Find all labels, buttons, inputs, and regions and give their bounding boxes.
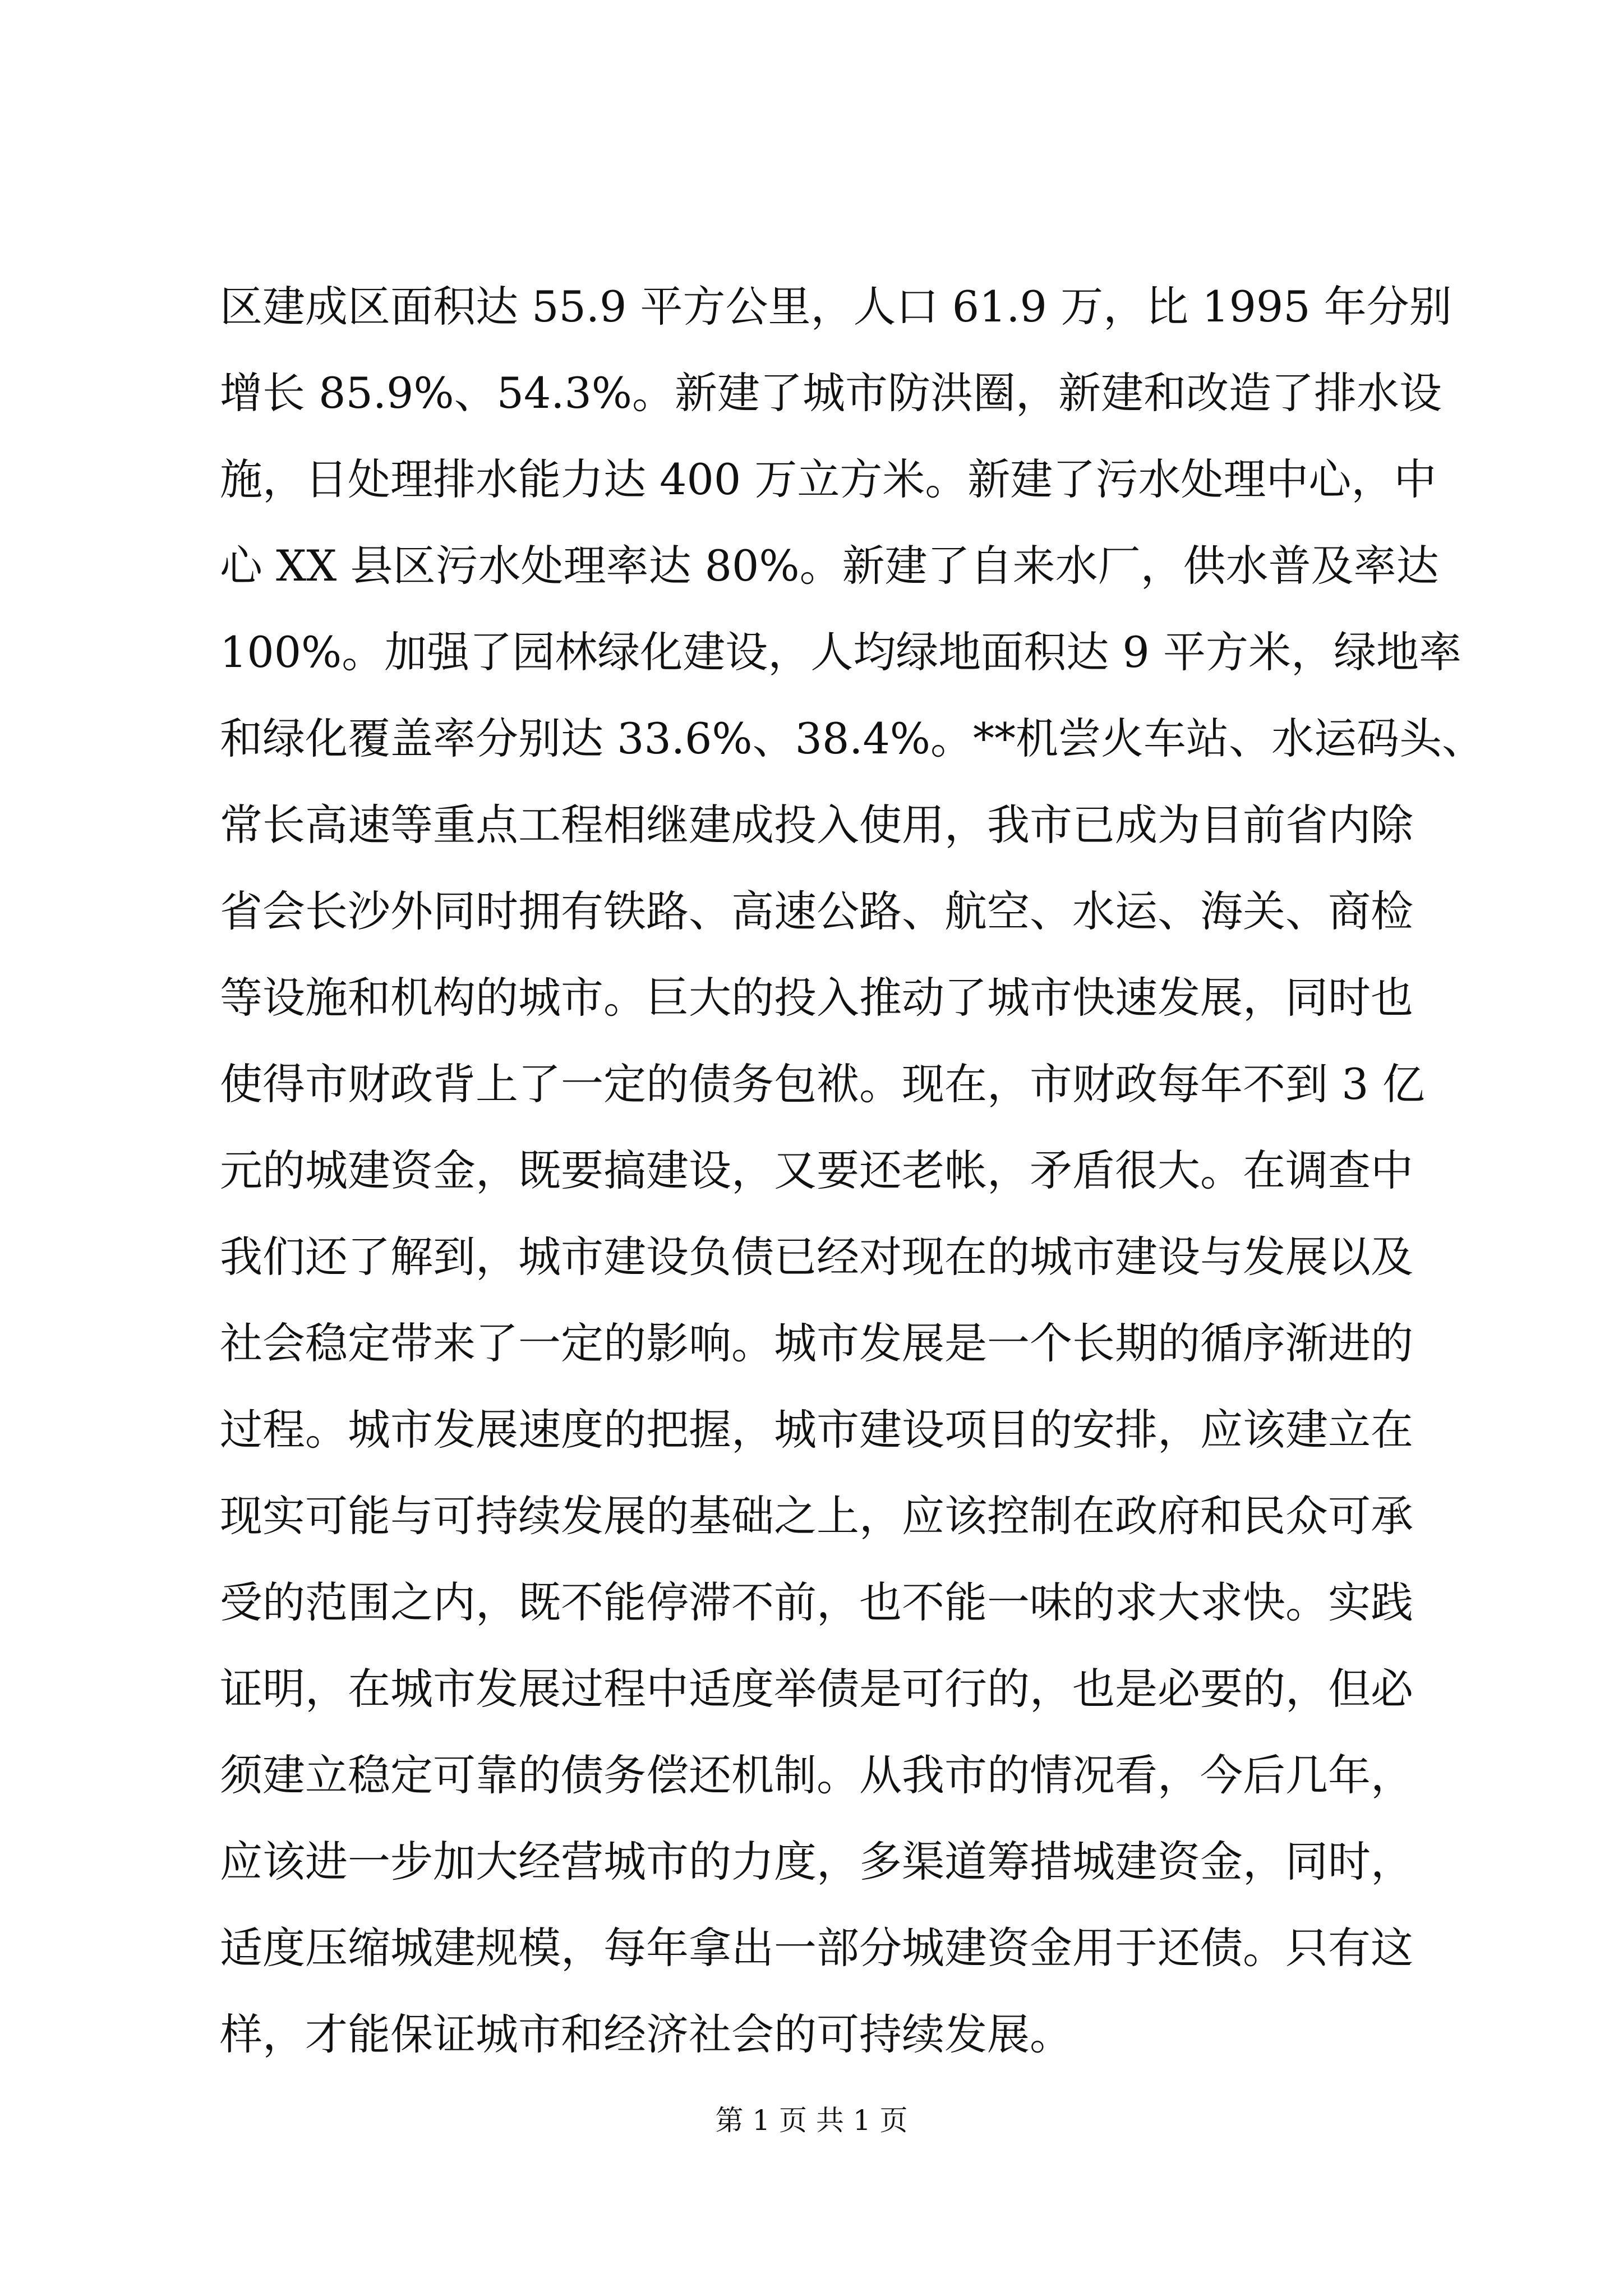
text-line: 省会长沙外同时拥有铁路、高速公路、航空、水运、海关、商检 [220,886,1413,936]
text-line: 应该进一步加大经营城市的力度，多渠道筹措城建资金，同时， [220,1837,1413,1887]
page-number-footer: 第 1 页 共 1 页 [715,2104,908,2137]
text-line: 现实可能与可持续发展的基础之上，应该控制在政府和民众可承 [220,1491,1413,1541]
text-line: 须建立稳定可靠的债务偿还机制。从我市的情况看，今后几年， [220,1750,1413,1800]
text-line: 社会稳定带来了一定的影响。城市发展是一个长期的循序渐进的 [220,1318,1413,1368]
body-paragraph [220,264,1485,2078]
text-line: 样，才能保证城市和经济社会的可持续发展。 [220,2009,1072,2059]
text-line: 增长 85.9%、54.3%。新建了城市防洪圈，新建和改造了排水设 [220,368,1442,418]
text-line: 100%。加强了园林绿化建设，人均绿地面积达 9 平方米，绿地率 [220,627,1461,677]
text-line: 证明，在城市发展过程中适度举债是可行的，也是必要的，但必 [220,1664,1413,1714]
text-line: 施，日处理排水能力达 400 万立方米。新建了污水处理中心，中 [220,454,1437,504]
text-line: 常长高速等重点工程相继建成投入使用，我市已成为目前省内除 [220,800,1413,850]
text-line: 过程。城市发展速度的把握，城市建设项目的安排，应该建立在 [220,1405,1413,1455]
text-line: 心 XX 县区污水处理率达 80%。新建了自来水厂，供水普及率达 [220,541,1439,591]
text-line: 适度压缩城建规模，每年拿出一部分城建资金用于还债。只有这 [220,1923,1413,1973]
text-line: 我们还了解到，城市建设负债已经对现在的城市建设与发展以及 [220,1232,1413,1282]
text-line: 受的范围之内，既不能停滞不前，也不能一味的求大求快。实践 [220,1577,1413,1627]
text-line: 等设施和机构的城市。巨大的投入推动了城市快速发展，同时也 [220,973,1413,1023]
text-line: 使得市财政背上了一定的债务包袱。现在，市财政每年不到 3 亿 [220,1059,1425,1109]
text-line: 和绿化覆盖率分别达 33.6%、38.4%。**机尝火车站、水运码头、 [220,714,1485,763]
text-line: 区建成区面积达 55.9 平方公里，人口 61.9 万，比 1995 年分别 [220,282,1452,332]
text-line: 元的城建资金，既要搞建设，又要还老帐，矛盾很大。在调查中 [220,1145,1413,1195]
